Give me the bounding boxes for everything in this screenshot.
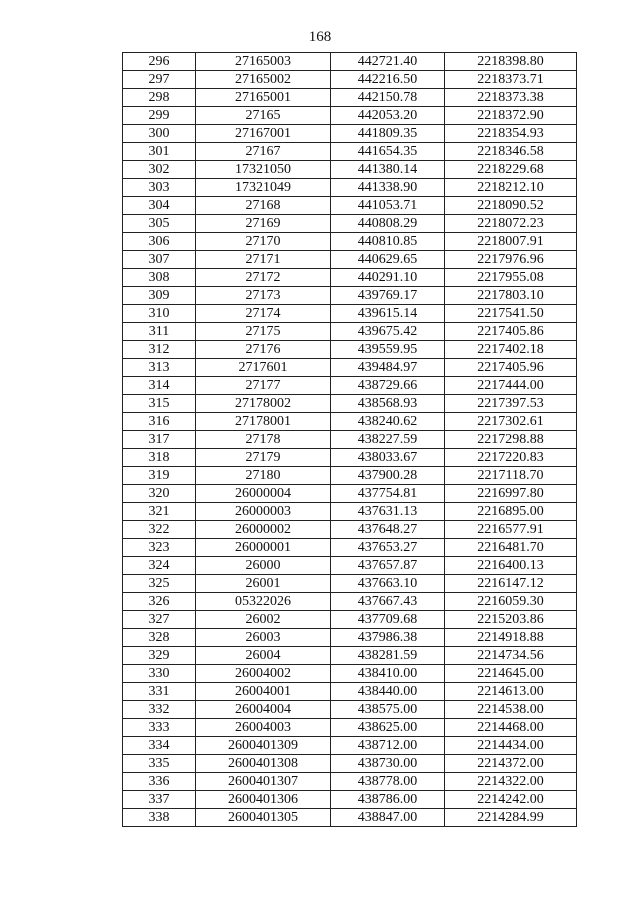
table-row	[123, 773, 577, 791]
point-code-cell: 26000004	[196, 485, 331, 503]
y-coordinate-cell: 2217302.61	[445, 413, 577, 431]
point-code-cell: 27179	[196, 449, 331, 467]
x-coordinate-cell: 438033.67	[331, 449, 445, 467]
y-coordinate-cell: 2214372.00	[445, 755, 577, 773]
point-number-cell: 336	[123, 773, 196, 791]
table-row	[123, 125, 577, 143]
point-code-cell: 27173	[196, 287, 331, 305]
point-number-cell: 311	[123, 323, 196, 341]
y-coordinate-cell: 2218072.23	[445, 215, 577, 233]
y-coordinate-cell: 2218229.68	[445, 161, 577, 179]
y-coordinate-cell: 2216577.91	[445, 521, 577, 539]
table-row	[123, 683, 577, 701]
point-number-cell: 296	[123, 53, 196, 71]
table-row	[123, 71, 577, 89]
coordinates-table-body	[123, 53, 577, 827]
y-coordinate-cell: 2218373.71	[445, 71, 577, 89]
y-coordinate-cell: 2217405.96	[445, 359, 577, 377]
x-coordinate-cell: 440808.29	[331, 215, 445, 233]
y-coordinate-cell: 2217118.70	[445, 467, 577, 485]
point-number-cell: 298	[123, 89, 196, 107]
table-row	[123, 647, 577, 665]
point-number-cell: 310	[123, 305, 196, 323]
x-coordinate-cell: 437631.13	[331, 503, 445, 521]
y-coordinate-cell: 2216059.30	[445, 593, 577, 611]
point-number-cell: 333	[123, 719, 196, 737]
table-row	[123, 539, 577, 557]
x-coordinate-cell: 439484.97	[331, 359, 445, 377]
point-code-cell: 26004001	[196, 683, 331, 701]
y-coordinate-cell: 2214322.00	[445, 773, 577, 791]
table-row	[123, 269, 577, 287]
y-coordinate-cell: 2214284.99	[445, 809, 577, 827]
x-coordinate-cell: 437648.27	[331, 521, 445, 539]
point-number-cell: 316	[123, 413, 196, 431]
point-number-cell: 299	[123, 107, 196, 125]
x-coordinate-cell: 439675.42	[331, 323, 445, 341]
point-number-cell: 320	[123, 485, 196, 503]
point-code-cell: 27172	[196, 269, 331, 287]
y-coordinate-cell: 2214734.56	[445, 647, 577, 665]
x-coordinate-cell: 438227.59	[331, 431, 445, 449]
x-coordinate-cell: 438440.00	[331, 683, 445, 701]
table-row	[123, 791, 577, 809]
point-code-cell: 26004003	[196, 719, 331, 737]
table-row	[123, 359, 577, 377]
table-row	[123, 197, 577, 215]
x-coordinate-cell: 441380.14	[331, 161, 445, 179]
table-row	[123, 701, 577, 719]
table-row	[123, 719, 577, 737]
x-coordinate-cell: 441338.90	[331, 179, 445, 197]
table-row	[123, 575, 577, 593]
x-coordinate-cell: 438730.00	[331, 755, 445, 773]
y-coordinate-cell: 2214434.00	[445, 737, 577, 755]
x-coordinate-cell: 437900.28	[331, 467, 445, 485]
point-code-cell: 27167001	[196, 125, 331, 143]
y-coordinate-cell: 2218354.93	[445, 125, 577, 143]
point-code-cell: 26000002	[196, 521, 331, 539]
point-code-cell: 27178002	[196, 395, 331, 413]
y-coordinate-cell: 2214613.00	[445, 683, 577, 701]
point-code-cell: 27165002	[196, 71, 331, 89]
point-number-cell: 318	[123, 449, 196, 467]
point-number-cell: 312	[123, 341, 196, 359]
y-coordinate-cell: 2218373.38	[445, 89, 577, 107]
point-number-cell: 329	[123, 647, 196, 665]
x-coordinate-cell: 437754.81	[331, 485, 445, 503]
point-code-cell: 2600401306	[196, 791, 331, 809]
y-coordinate-cell: 2218372.90	[445, 107, 577, 125]
coordinates-table	[122, 52, 577, 827]
y-coordinate-cell: 2218398.80	[445, 53, 577, 71]
x-coordinate-cell: 438729.66	[331, 377, 445, 395]
y-coordinate-cell: 2217402.18	[445, 341, 577, 359]
x-coordinate-cell: 438847.00	[331, 809, 445, 827]
point-code-cell: 2717601	[196, 359, 331, 377]
point-number-cell: 305	[123, 215, 196, 233]
point-number-cell: 334	[123, 737, 196, 755]
point-number-cell: 314	[123, 377, 196, 395]
table-row	[123, 629, 577, 647]
x-coordinate-cell: 438625.00	[331, 719, 445, 737]
x-coordinate-cell: 437986.38	[331, 629, 445, 647]
x-coordinate-cell: 438575.00	[331, 701, 445, 719]
table-row	[123, 755, 577, 773]
point-code-cell: 2600401305	[196, 809, 331, 827]
point-number-cell: 303	[123, 179, 196, 197]
point-number-cell: 308	[123, 269, 196, 287]
y-coordinate-cell: 2217976.96	[445, 251, 577, 269]
x-coordinate-cell: 437653.27	[331, 539, 445, 557]
page-number: 168	[308, 29, 332, 45]
point-code-cell: 05322026	[196, 593, 331, 611]
x-coordinate-cell: 440291.10	[331, 269, 445, 287]
y-coordinate-cell: 2218007.91	[445, 233, 577, 251]
point-code-cell: 26000	[196, 557, 331, 575]
point-code-cell: 26002	[196, 611, 331, 629]
y-coordinate-cell: 2215203.86	[445, 611, 577, 629]
point-code-cell: 26001	[196, 575, 331, 593]
table-row	[123, 413, 577, 431]
point-number-cell: 332	[123, 701, 196, 719]
y-coordinate-cell: 2214242.00	[445, 791, 577, 809]
x-coordinate-cell: 437667.43	[331, 593, 445, 611]
point-number-cell: 306	[123, 233, 196, 251]
x-coordinate-cell: 439769.17	[331, 287, 445, 305]
x-coordinate-cell: 438410.00	[331, 665, 445, 683]
point-number-cell: 325	[123, 575, 196, 593]
point-code-cell: 27177	[196, 377, 331, 395]
y-coordinate-cell: 2214538.00	[445, 701, 577, 719]
y-coordinate-cell: 2218346.58	[445, 143, 577, 161]
point-number-cell: 328	[123, 629, 196, 647]
point-number-cell: 304	[123, 197, 196, 215]
table-row	[123, 449, 577, 467]
point-number-cell: 319	[123, 467, 196, 485]
point-code-cell: 27174	[196, 305, 331, 323]
x-coordinate-cell: 442150.78	[331, 89, 445, 107]
table-row	[123, 233, 577, 251]
table-row	[123, 377, 577, 395]
point-number-cell: 326	[123, 593, 196, 611]
point-code-cell: 26004002	[196, 665, 331, 683]
point-number-cell: 301	[123, 143, 196, 161]
point-code-cell: 27165001	[196, 89, 331, 107]
x-coordinate-cell: 439615.14	[331, 305, 445, 323]
point-code-cell: 27176	[196, 341, 331, 359]
point-code-cell: 27170	[196, 233, 331, 251]
point-code-cell: 27171	[196, 251, 331, 269]
y-coordinate-cell: 2217541.50	[445, 305, 577, 323]
point-code-cell: 2600401309	[196, 737, 331, 755]
point-number-cell: 309	[123, 287, 196, 305]
table-row	[123, 809, 577, 827]
point-number-cell: 302	[123, 161, 196, 179]
x-coordinate-cell: 440810.85	[331, 233, 445, 251]
point-code-cell: 27165	[196, 107, 331, 125]
x-coordinate-cell: 441053.71	[331, 197, 445, 215]
point-number-cell: 307	[123, 251, 196, 269]
table-row	[123, 593, 577, 611]
y-coordinate-cell: 2216481.70	[445, 539, 577, 557]
table-row	[123, 107, 577, 125]
y-coordinate-cell: 2216400.13	[445, 557, 577, 575]
x-coordinate-cell: 438778.00	[331, 773, 445, 791]
point-number-cell: 327	[123, 611, 196, 629]
point-number-cell: 300	[123, 125, 196, 143]
x-coordinate-cell: 442053.20	[331, 107, 445, 125]
y-coordinate-cell: 2217955.08	[445, 269, 577, 287]
table-row	[123, 89, 577, 107]
table-row	[123, 503, 577, 521]
y-coordinate-cell: 2218090.52	[445, 197, 577, 215]
point-number-cell: 324	[123, 557, 196, 575]
point-number-cell: 321	[123, 503, 196, 521]
point-code-cell: 17321049	[196, 179, 331, 197]
point-number-cell: 335	[123, 755, 196, 773]
y-coordinate-cell: 2216895.00	[445, 503, 577, 521]
table-row	[123, 287, 577, 305]
table-row	[123, 737, 577, 755]
x-coordinate-cell: 437657.87	[331, 557, 445, 575]
x-coordinate-cell: 438568.93	[331, 395, 445, 413]
point-number-cell: 338	[123, 809, 196, 827]
y-coordinate-cell: 2214468.00	[445, 719, 577, 737]
point-code-cell: 26003	[196, 629, 331, 647]
table-row	[123, 431, 577, 449]
point-code-cell: 26004	[196, 647, 331, 665]
point-code-cell: 27167	[196, 143, 331, 161]
y-coordinate-cell: 2214645.00	[445, 665, 577, 683]
table-row	[123, 395, 577, 413]
point-number-cell: 315	[123, 395, 196, 413]
point-code-cell: 2600401308	[196, 755, 331, 773]
y-coordinate-cell: 2217298.88	[445, 431, 577, 449]
x-coordinate-cell: 439559.95	[331, 341, 445, 359]
table-row	[123, 611, 577, 629]
point-number-cell: 322	[123, 521, 196, 539]
x-coordinate-cell: 438240.62	[331, 413, 445, 431]
point-code-cell: 27165003	[196, 53, 331, 71]
table-row	[123, 305, 577, 323]
x-coordinate-cell: 437663.10	[331, 575, 445, 593]
point-number-cell: 323	[123, 539, 196, 557]
x-coordinate-cell: 440629.65	[331, 251, 445, 269]
y-coordinate-cell: 2217444.00	[445, 377, 577, 395]
point-number-cell: 331	[123, 683, 196, 701]
table-row	[123, 485, 577, 503]
table-row	[123, 251, 577, 269]
x-coordinate-cell: 442216.50	[331, 71, 445, 89]
point-code-cell: 27169	[196, 215, 331, 233]
point-number-cell: 330	[123, 665, 196, 683]
point-code-cell: 17321050	[196, 161, 331, 179]
y-coordinate-cell: 2217803.10	[445, 287, 577, 305]
x-coordinate-cell: 442721.40	[331, 53, 445, 71]
table-row	[123, 557, 577, 575]
point-code-cell: 27180	[196, 467, 331, 485]
table-row	[123, 161, 577, 179]
y-coordinate-cell: 2217397.53	[445, 395, 577, 413]
point-code-cell: 27178	[196, 431, 331, 449]
table-row	[123, 467, 577, 485]
point-code-cell: 27168	[196, 197, 331, 215]
table-row	[123, 323, 577, 341]
x-coordinate-cell: 438786.00	[331, 791, 445, 809]
y-coordinate-cell: 2214918.88	[445, 629, 577, 647]
table-row	[123, 521, 577, 539]
x-coordinate-cell: 438712.00	[331, 737, 445, 755]
table-row	[123, 215, 577, 233]
y-coordinate-cell: 2217405.86	[445, 323, 577, 341]
y-coordinate-cell: 2218212.10	[445, 179, 577, 197]
point-number-cell: 313	[123, 359, 196, 377]
table-row	[123, 179, 577, 197]
table-row	[123, 53, 577, 71]
point-code-cell: 27175	[196, 323, 331, 341]
point-code-cell: 26004004	[196, 701, 331, 719]
y-coordinate-cell: 2217220.83	[445, 449, 577, 467]
x-coordinate-cell: 441654.35	[331, 143, 445, 161]
table-row	[123, 143, 577, 161]
x-coordinate-cell: 438281.59	[331, 647, 445, 665]
point-code-cell: 27178001	[196, 413, 331, 431]
x-coordinate-cell: 441809.35	[331, 125, 445, 143]
point-number-cell: 297	[123, 71, 196, 89]
point-code-cell: 2600401307	[196, 773, 331, 791]
point-code-cell: 26000001	[196, 539, 331, 557]
table-row	[123, 665, 577, 683]
x-coordinate-cell: 437709.68	[331, 611, 445, 629]
point-number-cell: 317	[123, 431, 196, 449]
y-coordinate-cell: 2216147.12	[445, 575, 577, 593]
point-code-cell: 26000003	[196, 503, 331, 521]
table-row	[123, 341, 577, 359]
y-coordinate-cell: 2216997.80	[445, 485, 577, 503]
point-number-cell: 337	[123, 791, 196, 809]
